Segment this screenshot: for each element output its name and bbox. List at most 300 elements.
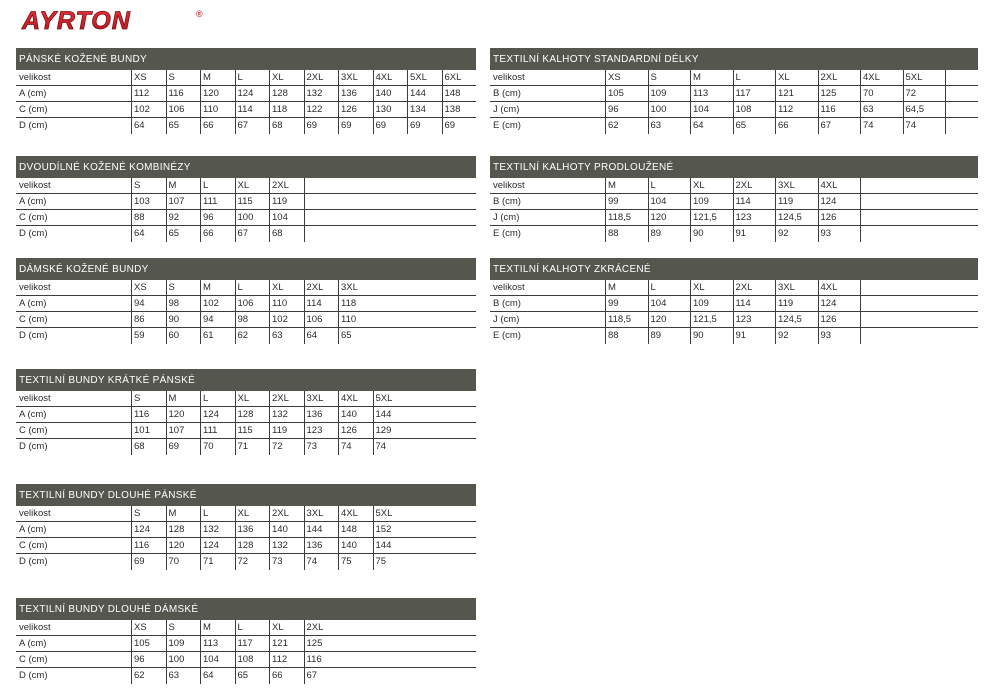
table-cell: 5XL [407, 70, 442, 86]
table-cell: L [648, 178, 691, 194]
table-cell: 120 [200, 86, 235, 102]
table-cell: 132 [304, 86, 339, 102]
table-cell: 71 [200, 554, 235, 570]
table-cell: 64 [304, 328, 339, 344]
table-cell: 110 [269, 296, 304, 312]
table-cell: S [166, 620, 201, 636]
ayrton-logo [18, 6, 208, 34]
table-cell: 121 [269, 636, 304, 652]
size-header-row [490, 70, 978, 86]
table-cell: 94 [131, 296, 166, 312]
size-table [16, 506, 476, 570]
table-cell [304, 226, 339, 242]
table-cell: 5XL [373, 506, 408, 522]
row-label: velikost [493, 72, 525, 83]
table-cell: 132 [200, 522, 235, 538]
table-cell [945, 118, 988, 134]
table-cell [304, 178, 339, 194]
row-label: D (cm) [19, 441, 48, 452]
size-table [16, 280, 476, 344]
table-cell: 86 [131, 312, 166, 328]
table-cell [945, 70, 988, 86]
table-cell: S [648, 70, 691, 86]
table-cell: 123 [304, 423, 339, 439]
table-cell: 65 [338, 328, 373, 344]
table-cell: L [235, 620, 270, 636]
table-cell: 64,5 [903, 102, 946, 118]
table-cell: 126 [818, 312, 861, 328]
table-row [16, 328, 476, 344]
row-label: E (cm) [493, 120, 521, 131]
row-label: D (cm) [19, 556, 48, 567]
table-cell: 69 [442, 118, 477, 134]
table-cell: 96 [200, 210, 235, 226]
table-cell: 120 [166, 407, 201, 423]
table-cell: 74 [304, 554, 339, 570]
table-title: DÁMSKÉ KOŽENÉ BUNDY [16, 258, 476, 280]
size-header-row [16, 70, 476, 86]
table-cell: L [200, 178, 235, 194]
table-cell: 6XL [442, 70, 477, 86]
table-cell: L [200, 506, 235, 522]
table-row [16, 538, 476, 554]
table-cell: 102 [131, 102, 166, 118]
table-cell [860, 210, 903, 226]
table-cell: 144 [304, 522, 339, 538]
table-cell: XL [690, 178, 733, 194]
table-cell: 105 [605, 86, 648, 102]
table-title: TEXTILNÍ KALHOTY ZKRÁCENÉ [490, 258, 978, 280]
table-cell: 88 [131, 210, 166, 226]
table-row [16, 296, 476, 312]
table-cell: M [166, 391, 201, 407]
table-cell: 104 [269, 210, 304, 226]
table-cell: 68 [131, 439, 166, 455]
row-label: velikost [19, 622, 51, 633]
table-cell: XL [235, 506, 270, 522]
table-row [490, 86, 978, 102]
table-cell: 63 [648, 118, 691, 134]
table-cell: 3XL [775, 280, 818, 296]
table-row [490, 226, 978, 242]
size-header-row [16, 280, 476, 296]
table-title: TEXTILNÍ BUNDY DLOUHÉ DÁMSKÉ [16, 598, 476, 620]
table-cell: 130 [373, 102, 408, 118]
table-cell [860, 280, 903, 296]
table-cell: 61 [200, 328, 235, 344]
table-cell [860, 226, 903, 242]
table-cell: 90 [690, 226, 733, 242]
table-cell: 112 [775, 102, 818, 118]
table-cell: M [605, 178, 648, 194]
table-cell: L [200, 391, 235, 407]
table-cell: 109 [648, 86, 691, 102]
table-cell: 110 [200, 102, 235, 118]
table-cell: 63 [860, 102, 903, 118]
size-header-row [16, 620, 476, 636]
table-cell: 119 [775, 296, 818, 312]
table-row [16, 652, 476, 668]
table-cell: 124 [235, 86, 270, 102]
row-label: D (cm) [19, 330, 48, 341]
table-cell: 3XL [338, 70, 373, 86]
table-cell: 65 [733, 118, 776, 134]
table-row [490, 328, 978, 344]
table-cell: 73 [269, 554, 304, 570]
table-cell: L [648, 280, 691, 296]
table-cell: 148 [338, 522, 373, 538]
table-row [16, 668, 476, 684]
table-cell: 2XL [304, 620, 339, 636]
table-cell: XS [131, 620, 166, 636]
table-cell: 113 [200, 636, 235, 652]
row-label: A (cm) [19, 88, 47, 99]
row-label: A (cm) [19, 638, 47, 649]
row-label: A (cm) [19, 196, 47, 207]
table-cell: 140 [269, 522, 304, 538]
table-cell: 92 [166, 210, 201, 226]
table-row [490, 194, 978, 210]
table-cell: 106 [235, 296, 270, 312]
size-table [16, 391, 476, 455]
table-row [16, 118, 476, 134]
table-cell: 66 [775, 118, 818, 134]
table-cell: 100 [166, 652, 201, 668]
table-cell: 115 [235, 194, 270, 210]
table-cell: 94 [200, 312, 235, 328]
table-cell: 3XL [304, 506, 339, 522]
row-label: D (cm) [19, 228, 48, 239]
table-cell: 140 [338, 538, 373, 554]
table-cell: 125 [818, 86, 861, 102]
table-cell: XL [269, 70, 304, 86]
table-cell: 106 [304, 312, 339, 328]
table-cell: 67 [235, 118, 270, 134]
table-cell: 124 [200, 538, 235, 554]
table-cell: XL [269, 620, 304, 636]
table-cell: 4XL [818, 280, 861, 296]
table-cell: M [200, 620, 235, 636]
row-label: velikost [493, 282, 525, 293]
table-cell: M [690, 70, 733, 86]
table-row [16, 636, 476, 652]
table-cell: 108 [733, 102, 776, 118]
table-cell: 59 [131, 328, 166, 344]
table-cell: 67 [304, 668, 339, 684]
table-cell: 121 [775, 86, 818, 102]
table-cell: 144 [373, 407, 408, 423]
table-cell: 118,5 [605, 312, 648, 328]
table-row [16, 86, 476, 102]
table-cell: 96 [131, 652, 166, 668]
table-cell: 71 [235, 439, 270, 455]
table-cell: 62 [605, 118, 648, 134]
table-row [16, 226, 476, 242]
table-cell: 96 [605, 102, 648, 118]
table-cell [860, 296, 903, 312]
table-cell: 62 [235, 328, 270, 344]
table-cell: S [131, 506, 166, 522]
table-cell: 67 [235, 226, 270, 242]
table-cell: 65 [235, 668, 270, 684]
table-cell: 117 [235, 636, 270, 652]
table-cell: 118 [269, 102, 304, 118]
table-cell: 114 [235, 102, 270, 118]
table-textilni-bundy-dlouhe-damske [16, 598, 476, 684]
table-cell: 64 [690, 118, 733, 134]
table-cell: 75 [373, 554, 408, 570]
table-cell: S [131, 178, 166, 194]
table-textilni-kalhoty-zkracene [490, 258, 978, 344]
table-cell: 60 [166, 328, 201, 344]
table-cell: 2XL [733, 178, 776, 194]
table-cell: 124 [818, 296, 861, 312]
table-cell: 74 [373, 439, 408, 455]
table-cell: 69 [304, 118, 339, 134]
table-title: PÁNSKÉ KOŽENÉ BUNDY [16, 48, 476, 70]
table-cell: 105 [131, 636, 166, 652]
row-label: C (cm) [19, 654, 48, 665]
table-cell: 102 [200, 296, 235, 312]
size-header-row [16, 178, 476, 194]
table-cell: 144 [407, 86, 442, 102]
table-cell: 120 [648, 210, 691, 226]
table-row [16, 194, 476, 210]
table-cell: 136 [304, 538, 339, 554]
table-cell: 144 [373, 538, 408, 554]
table-cell: 124 [131, 522, 166, 538]
table-title: TEXTILNÍ BUNDY DLOUHÉ PÁNSKÉ [16, 484, 476, 506]
table-cell: 66 [269, 668, 304, 684]
row-label: E (cm) [493, 228, 521, 239]
table-cell: M [200, 70, 235, 86]
table-cell: 3XL [775, 178, 818, 194]
table-cell: 93 [818, 226, 861, 242]
table-cell: 69 [407, 118, 442, 134]
table-cell: 124 [818, 194, 861, 210]
table-cell: 111 [200, 194, 235, 210]
table-cell: 101 [131, 423, 166, 439]
size-header-row [490, 280, 978, 296]
table-cell: 106 [166, 102, 201, 118]
table-cell: 128 [235, 407, 270, 423]
table-cell: 104 [648, 296, 691, 312]
row-label: B (cm) [493, 196, 521, 207]
table-cell: 92 [775, 226, 818, 242]
table-cell: 123 [733, 312, 776, 328]
table-cell: M [200, 280, 235, 296]
table-cell: 108 [235, 652, 270, 668]
table-cell: 74 [903, 118, 946, 134]
table-cell: 122 [304, 102, 339, 118]
table-cell: 72 [235, 554, 270, 570]
table-row [16, 210, 476, 226]
table-cell: 128 [235, 538, 270, 554]
table-cell: 74 [338, 439, 373, 455]
table-row [16, 423, 476, 439]
table-cell: 125 [304, 636, 339, 652]
table-cell: 69 [166, 439, 201, 455]
table-cell: 89 [648, 226, 691, 242]
table-cell: 140 [373, 86, 408, 102]
table-cell: 126 [818, 210, 861, 226]
size-header-row [16, 391, 476, 407]
row-label: J (cm) [493, 104, 520, 115]
table-cell: 114 [733, 296, 776, 312]
table-cell: 109 [166, 636, 201, 652]
table-cell: 74 [860, 118, 903, 134]
table-cell: 124,5 [775, 312, 818, 328]
table-cell: 69 [131, 554, 166, 570]
row-label: C (cm) [19, 540, 48, 551]
table-cell: 3XL [304, 391, 339, 407]
table-cell: 98 [235, 312, 270, 328]
row-label: D (cm) [19, 120, 48, 131]
table-cell: 2XL [269, 391, 304, 407]
table-row [490, 296, 978, 312]
table-cell: M [166, 506, 201, 522]
table-cell: 64 [131, 118, 166, 134]
table-row [16, 439, 476, 455]
table-cell: 65 [166, 226, 201, 242]
table-dvoudilne-kozene-kombinezy [16, 156, 476, 242]
table-cell: 2XL [733, 280, 776, 296]
table-cell: 121,5 [690, 312, 733, 328]
table-cell: XL [235, 391, 270, 407]
table-cell: 72 [903, 86, 946, 102]
table-cell: 110 [338, 312, 373, 328]
table-cell: S [131, 391, 166, 407]
table-cell: 152 [373, 522, 408, 538]
table-cell: 62 [131, 668, 166, 684]
table-cell: XL [269, 280, 304, 296]
table-cell: 103 [131, 194, 166, 210]
row-label: velikost [19, 180, 51, 191]
table-cell: 68 [269, 118, 304, 134]
brand-name: AYRTON [22, 7, 131, 34]
table-cell: 70 [860, 86, 903, 102]
table-cell [945, 86, 988, 102]
table-row [16, 554, 476, 570]
table-cell: 111 [200, 423, 235, 439]
table-row [490, 102, 978, 118]
table-cell [945, 102, 988, 118]
table-cell [860, 312, 903, 328]
table-cell: XL [690, 280, 733, 296]
table-cell: 109 [690, 296, 733, 312]
table-cell: 136 [235, 522, 270, 538]
table-cell: 4XL [338, 391, 373, 407]
row-label: velikost [19, 72, 51, 83]
table-row [490, 118, 978, 134]
table-cell: 148 [442, 86, 477, 102]
table-cell: 104 [200, 652, 235, 668]
table-cell: 4XL [818, 178, 861, 194]
table-cell: 113 [690, 86, 733, 102]
table-cell: 120 [648, 312, 691, 328]
table-title: TEXTILNÍ BUNDY KRÁTKÉ PÁNSKÉ [16, 369, 476, 391]
table-title: TEXTILNÍ KALHOTY PRODLOUŽENÉ [490, 156, 978, 178]
table-cell: L [235, 70, 270, 86]
table-cell: 2XL [304, 280, 339, 296]
table-cell: 121,5 [690, 210, 733, 226]
table-cell: 4XL [373, 70, 408, 86]
table-cell: 63 [166, 668, 201, 684]
table-cell: 119 [269, 423, 304, 439]
table-cell: 112 [269, 652, 304, 668]
row-label: A (cm) [19, 524, 47, 535]
table-cell: 69 [338, 118, 373, 134]
table-row [16, 102, 476, 118]
table-cell: 119 [269, 194, 304, 210]
table-cell: 4XL [338, 506, 373, 522]
size-table [16, 178, 476, 242]
table-cell: 100 [235, 210, 270, 226]
table-cell: 126 [338, 423, 373, 439]
table-cell: 67 [818, 118, 861, 134]
row-label: C (cm) [19, 425, 48, 436]
table-cell: 100 [648, 102, 691, 118]
table-cell: 2XL [818, 70, 861, 86]
row-label: C (cm) [19, 104, 48, 115]
table-cell: 116 [131, 407, 166, 423]
table-cell: 88 [605, 226, 648, 242]
table-panske-kozene-bundy [16, 48, 476, 134]
size-table [490, 178, 978, 242]
table-cell: 2XL [304, 70, 339, 86]
table-cell: 70 [166, 554, 201, 570]
table-cell: 117 [733, 86, 776, 102]
table-textilni-kalhoty-prodlouzene [490, 156, 978, 242]
row-label: B (cm) [493, 88, 521, 99]
table-cell: 138 [442, 102, 477, 118]
table-cell: 68 [269, 226, 304, 242]
table-cell: 104 [690, 102, 733, 118]
table-cell: 3XL [338, 280, 373, 296]
table-textilni-kalhoty-standardni-delky [490, 48, 978, 134]
table-cell: 64 [131, 226, 166, 242]
row-label: D (cm) [19, 670, 48, 681]
table-cell: 98 [166, 296, 201, 312]
table-damske-kozene-bundy [16, 258, 476, 344]
table-cell: 140 [338, 407, 373, 423]
size-table [490, 70, 978, 134]
table-cell: XS [131, 280, 166, 296]
table-row [16, 407, 476, 423]
table-cell: XL [775, 70, 818, 86]
size-table [16, 620, 476, 684]
table-cell: 91 [733, 328, 776, 344]
table-cell: 115 [235, 423, 270, 439]
table-textilni-bundy-kratke-panske [16, 369, 476, 455]
row-label: C (cm) [19, 314, 48, 325]
table-cell: 124 [200, 407, 235, 423]
table-cell: 104 [648, 194, 691, 210]
table-cell [860, 178, 903, 194]
table-cell: M [605, 280, 648, 296]
row-label: A (cm) [19, 409, 47, 420]
table-cell: 93 [818, 328, 861, 344]
table-row [490, 210, 978, 226]
table-cell: 64 [200, 668, 235, 684]
row-label: velikost [19, 393, 51, 404]
table-cell: 136 [304, 407, 339, 423]
table-cell: 132 [269, 407, 304, 423]
table-title: TEXTILNÍ KALHOTY STANDARDNÍ DÉLKY [490, 48, 978, 70]
table-cell [860, 194, 903, 210]
row-label: velikost [493, 180, 525, 191]
table-cell: L [733, 70, 776, 86]
